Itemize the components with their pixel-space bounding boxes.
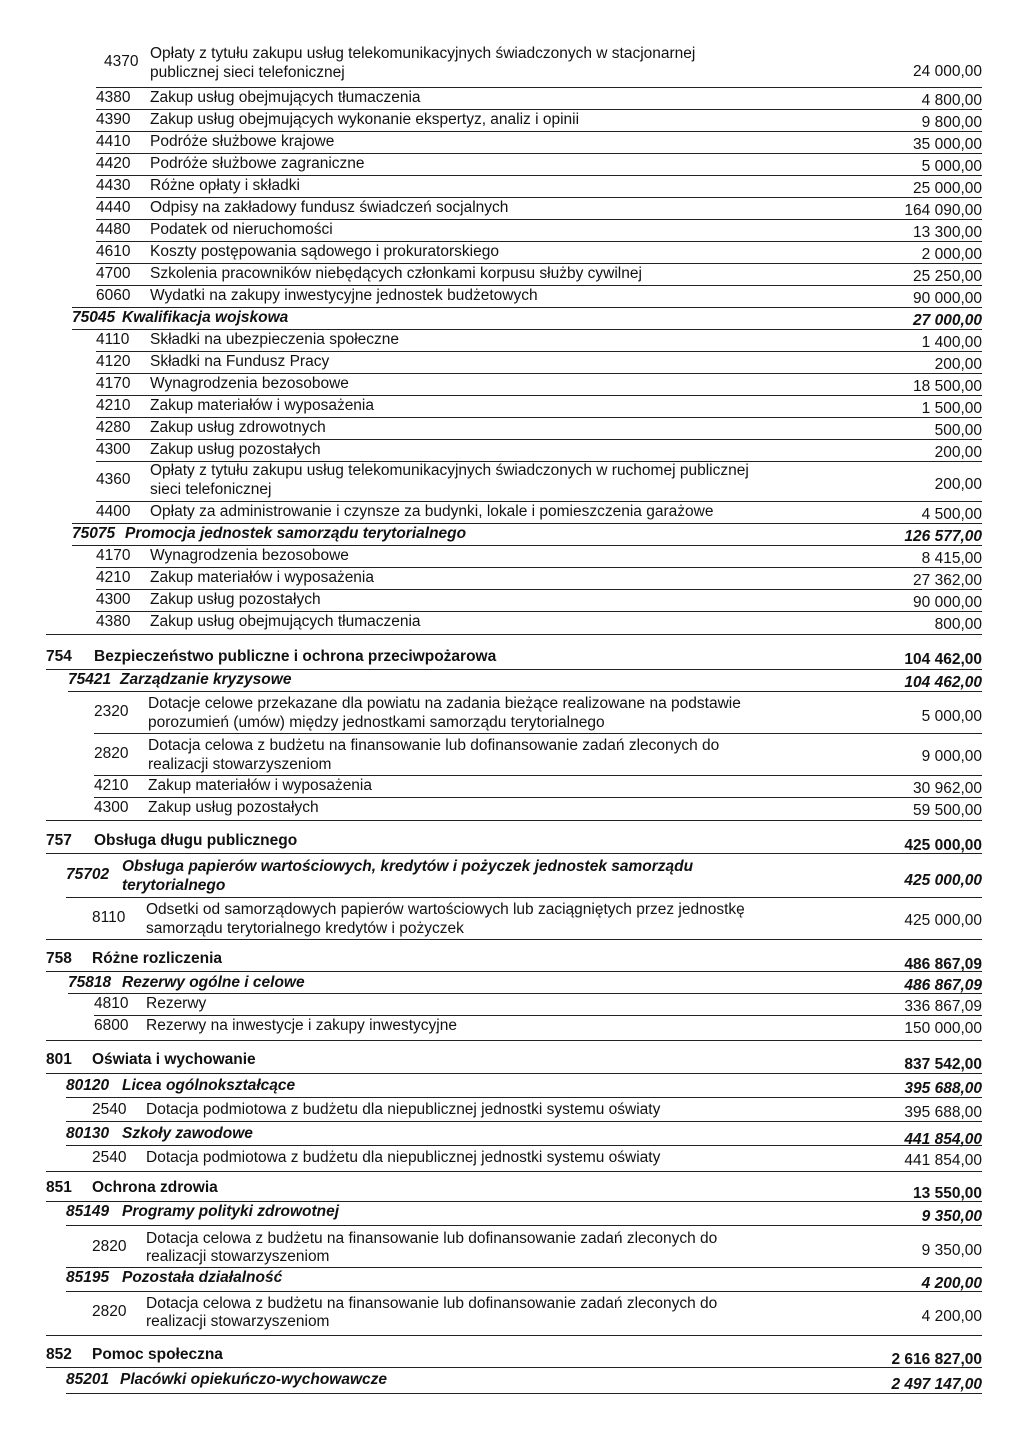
table-row — [0, 798, 1024, 820]
table-row — [0, 502, 1024, 524]
row-description: Dotacja podmiotowa z budżetu dla niepublicznej jednostki systemu oświaty — [146, 1149, 661, 1166]
row-code: 6060 — [96, 287, 131, 304]
row-amount: 200,00 — [934, 356, 982, 373]
row-amount: 200,00 — [934, 476, 982, 493]
table-row — [0, 994, 1024, 1016]
table-row — [0, 242, 1024, 264]
subsection-code: 75045 — [72, 309, 116, 326]
subsection-amount: 486 867,09 — [904, 977, 982, 994]
row-description: Opłaty z tytułu zakupu usług telekomunikacyjnych świadczonych w stacjonarnej — [150, 45, 696, 62]
row-description: Podróże służbowe zagraniczne — [150, 155, 365, 172]
subsection-title: Licea ogólnokształcące — [122, 1077, 296, 1094]
row-description: Zakup usług obejmujących tłumaczenia — [150, 613, 421, 630]
row-description: Podatek od nieruchomości — [150, 221, 333, 238]
subsection-title: Rezerwy ogólne i celowe — [122, 974, 305, 991]
table-row — [0, 1098, 1024, 1122]
table-row — [0, 440, 1024, 462]
row-divider — [46, 634, 982, 635]
row-description-cont: realizacji stowarzyszeniom — [146, 1313, 330, 1330]
row-code: 2540 — [92, 1101, 127, 1118]
table-row — [0, 1226, 1024, 1268]
row-amount: 5 000,00 — [921, 158, 982, 175]
row-code: 4120 — [96, 353, 131, 370]
row-amount: 164 090,00 — [904, 202, 982, 219]
row-code: 4430 — [96, 177, 131, 194]
row-description: Wynagrodzenia bezosobowe — [150, 547, 349, 564]
section-amount: 13 550,00 — [913, 1185, 982, 1202]
row-amount: 25 250,00 — [913, 268, 982, 285]
section-title: Ochrona zdrowia — [92, 1179, 218, 1196]
section-row — [0, 948, 1024, 972]
section-row — [0, 830, 1024, 854]
subsection-amount: 27 000,00 — [913, 312, 982, 329]
row-description: Różne opłaty i składki — [150, 177, 300, 194]
row-code: 4280 — [96, 419, 131, 436]
row-code: 4380 — [96, 613, 131, 630]
row-description: Zakup materiałów i wyposażenia — [150, 569, 374, 586]
row-amount: 2 000,00 — [921, 246, 982, 263]
row-description: Zakup usług zdrowotnych — [150, 419, 326, 436]
subsection-amount: 2 497 147,00 — [891, 1376, 982, 1393]
row-description-cont: samorządu terytorialnego kredytów i pożyczek — [146, 920, 464, 937]
section-title: Obsługa długu publicznego — [94, 832, 298, 849]
row-code: 2540 — [92, 1149, 127, 1166]
subsection-code: 75421 — [68, 671, 112, 688]
row-amount: 90 000,00 — [913, 290, 982, 307]
row-amount: 27 362,00 — [913, 572, 982, 589]
subsection-code: 85195 — [66, 1269, 110, 1286]
section-row — [0, 1050, 1024, 1074]
row-description: Zakup usług pozostałych — [150, 591, 321, 608]
table-row — [0, 110, 1024, 132]
subsection-amount: 9 350,00 — [921, 1208, 982, 1225]
row-amount: 336 867,09 — [904, 998, 982, 1015]
row-amount: 25 000,00 — [913, 180, 982, 197]
row-amount: 441 854,00 — [904, 1152, 982, 1169]
table-row — [0, 1016, 1024, 1038]
row-divider — [46, 820, 982, 821]
row-divider — [66, 1393, 982, 1394]
row-amount: 24 000,00 — [913, 63, 982, 80]
table-row — [0, 692, 1024, 734]
subsection-amount: 425 000,00 — [904, 872, 982, 889]
row-description-cont: porozumień (umów) między jednostkami samorządu terytorialnego — [148, 714, 605, 731]
row-code: 2320 — [94, 703, 129, 720]
row-code: 4300 — [96, 591, 131, 608]
table-row — [0, 1146, 1024, 1170]
table-row — [0, 132, 1024, 154]
subsection-row — [0, 1074, 1024, 1098]
row-description: Koszty postępowania sądowego i prokuratorskiego — [150, 243, 499, 260]
row-code: 4390 — [96, 111, 131, 128]
subsection-title: Kwalifikacja wojskowa — [122, 309, 289, 326]
section-title: Oświata i wychowanie — [92, 1051, 256, 1068]
row-code: 4610 — [96, 243, 131, 260]
subsection-code: 80130 — [66, 1125, 110, 1142]
table-row — [0, 462, 1024, 502]
row-amount: 90 000,00 — [913, 594, 982, 611]
table-row — [0, 396, 1024, 418]
row-code: 4370 — [104, 53, 139, 70]
row-description: Dotacja podmiotowa z budżetu dla niepublicznej jednostki systemu oświaty — [146, 1101, 661, 1118]
row-description: Zakup usług obejmujących wykonanie ekspertyz, analiz i opinii — [150, 111, 580, 128]
row-amount: 500,00 — [934, 422, 982, 439]
row-amount: 13 300,00 — [913, 224, 982, 241]
row-code: 4170 — [96, 375, 131, 392]
row-amount: 35 000,00 — [913, 136, 982, 153]
row-amount: 395 688,00 — [904, 1104, 982, 1121]
row-description: Opłaty za administrowanie i czynsze za budynki, lokale i pomieszczenia garażowe — [150, 503, 714, 520]
row-code: 4300 — [94, 799, 129, 816]
row-amount: 800,00 — [934, 616, 982, 633]
row-code: 4380 — [96, 89, 131, 106]
row-amount: 1 500,00 — [921, 400, 982, 417]
subsection-amount: 4 200,00 — [921, 1275, 982, 1292]
row-amount: 150 000,00 — [904, 1020, 982, 1037]
table-row — [0, 776, 1024, 798]
row-description: Dotacja celowa z budżetu na finansowanie lub dofinansowanie zadań zleconych do — [148, 737, 720, 754]
row-code: 4210 — [96, 397, 131, 414]
subsection-row — [0, 1122, 1024, 1146]
subsection-code: 75075 — [72, 525, 116, 542]
section-amount: 2 616 827,00 — [891, 1351, 982, 1368]
row-description: Wynagrodzenia bezosobowe — [150, 375, 349, 392]
row-amount: 5 000,00 — [921, 708, 982, 725]
row-code: 8110 — [92, 909, 126, 926]
table-row — [0, 898, 1024, 940]
subsection-code: 80120 — [66, 1077, 110, 1094]
subsection-title: Zarządzanie kryzysowe — [120, 671, 292, 688]
row-divider — [46, 1171, 982, 1172]
row-code: 4440 — [96, 199, 131, 216]
row-code: 2820 — [94, 745, 129, 762]
subsection-row — [0, 1202, 1024, 1226]
section-title: Pomoc społeczna — [92, 1346, 223, 1363]
row-description: Dotacja celowa z budżetu na finansowanie lub dofinansowanie zadań zleconych do — [146, 1230, 718, 1247]
row-description: Podróże służbowe krajowe — [150, 133, 335, 150]
section-amount: 837 542,00 — [904, 1056, 982, 1073]
row-description: Składki na Fundusz Pracy — [150, 353, 330, 370]
row-description: Zakup usług pozostałych — [150, 441, 321, 458]
subsection-row — [0, 854, 1024, 898]
subsection-code: 85149 — [66, 1203, 110, 1220]
table-row — [0, 734, 1024, 776]
row-description-cont: sieci telefonicznej — [150, 481, 272, 498]
subsection-row — [0, 972, 1024, 994]
row-description: Zakup usług pozostałych — [148, 799, 319, 816]
section-code: 758 — [46, 950, 72, 967]
subsection-title: Szkoły zawodowe — [122, 1125, 253, 1142]
section-code: 801 — [46, 1051, 72, 1068]
row-description: Zakup materiałów i wyposażenia — [148, 777, 372, 794]
row-description: Wydatki na zakupy inwestycyjne jednostek budżetowych — [150, 287, 538, 304]
row-description-cont: realizacji stowarzyszeniom — [146, 1248, 330, 1265]
subsection-title: Placówki opiekuńczo-wychowawcze — [120, 1371, 388, 1388]
section-code: 851 — [46, 1179, 72, 1196]
row-code: 4400 — [96, 503, 131, 520]
row-code: 4420 — [96, 155, 131, 172]
section-row — [0, 1178, 1024, 1202]
table-row — [0, 568, 1024, 590]
row-amount: 4 200,00 — [921, 1308, 982, 1325]
row-code: 4110 — [96, 331, 130, 348]
row-amount: 30 962,00 — [913, 780, 982, 797]
row-amount: 425 000,00 — [904, 912, 982, 929]
table-row — [0, 220, 1024, 242]
row-description: Składki na ubezpieczenia społeczne — [150, 331, 400, 348]
row-amount: 1 400,00 — [921, 334, 982, 351]
subsection-row — [0, 308, 1024, 330]
table-row — [0, 418, 1024, 440]
subsection-row — [0, 670, 1024, 692]
table-row — [0, 374, 1024, 396]
row-description-cont: publicznej sieci telefonicznej — [150, 64, 345, 81]
table-row — [0, 1292, 1024, 1334]
table-row — [0, 546, 1024, 568]
row-description: Zakup usług obejmujących tłumaczenia — [150, 89, 421, 106]
section-title: Bezpieczeństwo publiczne i ochrona przeciwpożarowa — [94, 648, 497, 665]
row-description: Dotacje celowe przekazane dla powiatu na zadania bieżące realizowane na podstawie — [148, 695, 741, 712]
row-amount: 9 800,00 — [921, 114, 982, 131]
table-row — [0, 45, 1024, 88]
subsection-row — [0, 524, 1024, 546]
section-code: 754 — [46, 648, 72, 665]
subsection-title-cont: terytorialnego — [122, 877, 226, 894]
subsection-row — [0, 1268, 1024, 1292]
section-amount: 486 867,09 — [904, 956, 982, 973]
section-code: 852 — [46, 1346, 72, 1363]
section-title: Różne rozliczenia — [92, 950, 223, 967]
row-description: Szkolenia pracowników niebędących członkami korpusu służby cywilnej — [150, 265, 642, 282]
row-code: 4360 — [96, 471, 131, 488]
table-row — [0, 352, 1024, 374]
section-row — [0, 1344, 1024, 1368]
row-amount: 8 415,00 — [921, 550, 982, 567]
table-row — [0, 612, 1024, 634]
row-code: 4410 — [96, 133, 131, 150]
subsection-amount: 441 854,00 — [904, 1131, 982, 1148]
row-divider — [46, 1335, 982, 1336]
row-description: Odpisy na zakładowy fundusz świadczeń socjalnych — [150, 199, 509, 216]
row-code: 4210 — [96, 569, 131, 586]
row-amount: 9 000,00 — [921, 748, 982, 765]
row-description: Zakup materiałów i wyposażenia — [150, 397, 374, 414]
row-code: 2820 — [92, 1238, 127, 1255]
table-row — [0, 286, 1024, 308]
row-description: Dotacja celowa z budżetu na finansowanie lub dofinansowanie zadań zleconych do — [146, 1295, 718, 1312]
subsection-row — [0, 1368, 1024, 1394]
row-code: 4480 — [96, 221, 131, 238]
row-code: 4300 — [96, 441, 131, 458]
row-code: 4170 — [96, 547, 131, 564]
row-code: 2820 — [92, 1303, 127, 1320]
table-row — [0, 176, 1024, 198]
row-description: Odsetki od samorządowych papierów wartościowych lub zaciągniętych przez jednostkę — [146, 901, 745, 918]
subsection-title: Programy polityki zdrowotnej — [122, 1203, 340, 1220]
row-description: Opłaty z tytułu zakupu usług telekomunikacyjnych świadczonych w ruchomej publicznej — [150, 462, 749, 479]
section-row — [0, 646, 1024, 670]
subsection-amount: 126 577,00 — [904, 528, 982, 545]
subsection-code: 75702 — [66, 866, 110, 883]
section-amount: 104 462,00 — [904, 651, 982, 668]
row-description-cont: realizacji stowarzyszeniom — [148, 756, 332, 773]
row-divider — [46, 939, 982, 940]
subsection-title: Promocja jednostek samorządu terytorialnego — [125, 525, 467, 542]
subsection-amount: 395 688,00 — [904, 1080, 982, 1097]
table-row — [0, 330, 1024, 352]
row-amount: 4 800,00 — [921, 92, 982, 109]
subsection-code: 85201 — [66, 1371, 110, 1388]
table-row — [0, 88, 1024, 110]
row-divider — [46, 1040, 982, 1041]
row-code: 4700 — [96, 265, 131, 282]
table-row — [0, 198, 1024, 220]
section-code: 757 — [46, 832, 72, 849]
row-code: 4210 — [94, 777, 129, 794]
row-code: 4810 — [94, 995, 129, 1012]
row-amount: 4 500,00 — [921, 506, 982, 523]
section-amount: 425 000,00 — [904, 837, 982, 854]
row-amount: 9 350,00 — [921, 1242, 982, 1259]
table-row — [0, 590, 1024, 612]
table-row — [0, 264, 1024, 286]
subsection-title: Obsługa papierów wartościowych, kredytów i pożyczek jednostek samorządu — [122, 858, 694, 875]
row-code: 6800 — [94, 1017, 129, 1034]
row-amount: 200,00 — [934, 444, 982, 461]
subsection-code: 75818 — [68, 974, 112, 991]
subsection-title: Pozostała działalność — [122, 1269, 283, 1286]
table-row — [0, 154, 1024, 176]
subsection-amount: 104 462,00 — [904, 674, 982, 691]
row-amount: 18 500,00 — [913, 378, 982, 395]
row-amount: 59 500,00 — [913, 802, 982, 819]
row-description: Rezerwy na inwestycje i zakupy inwestycyjne — [146, 1017, 457, 1034]
row-description: Rezerwy — [146, 995, 207, 1012]
